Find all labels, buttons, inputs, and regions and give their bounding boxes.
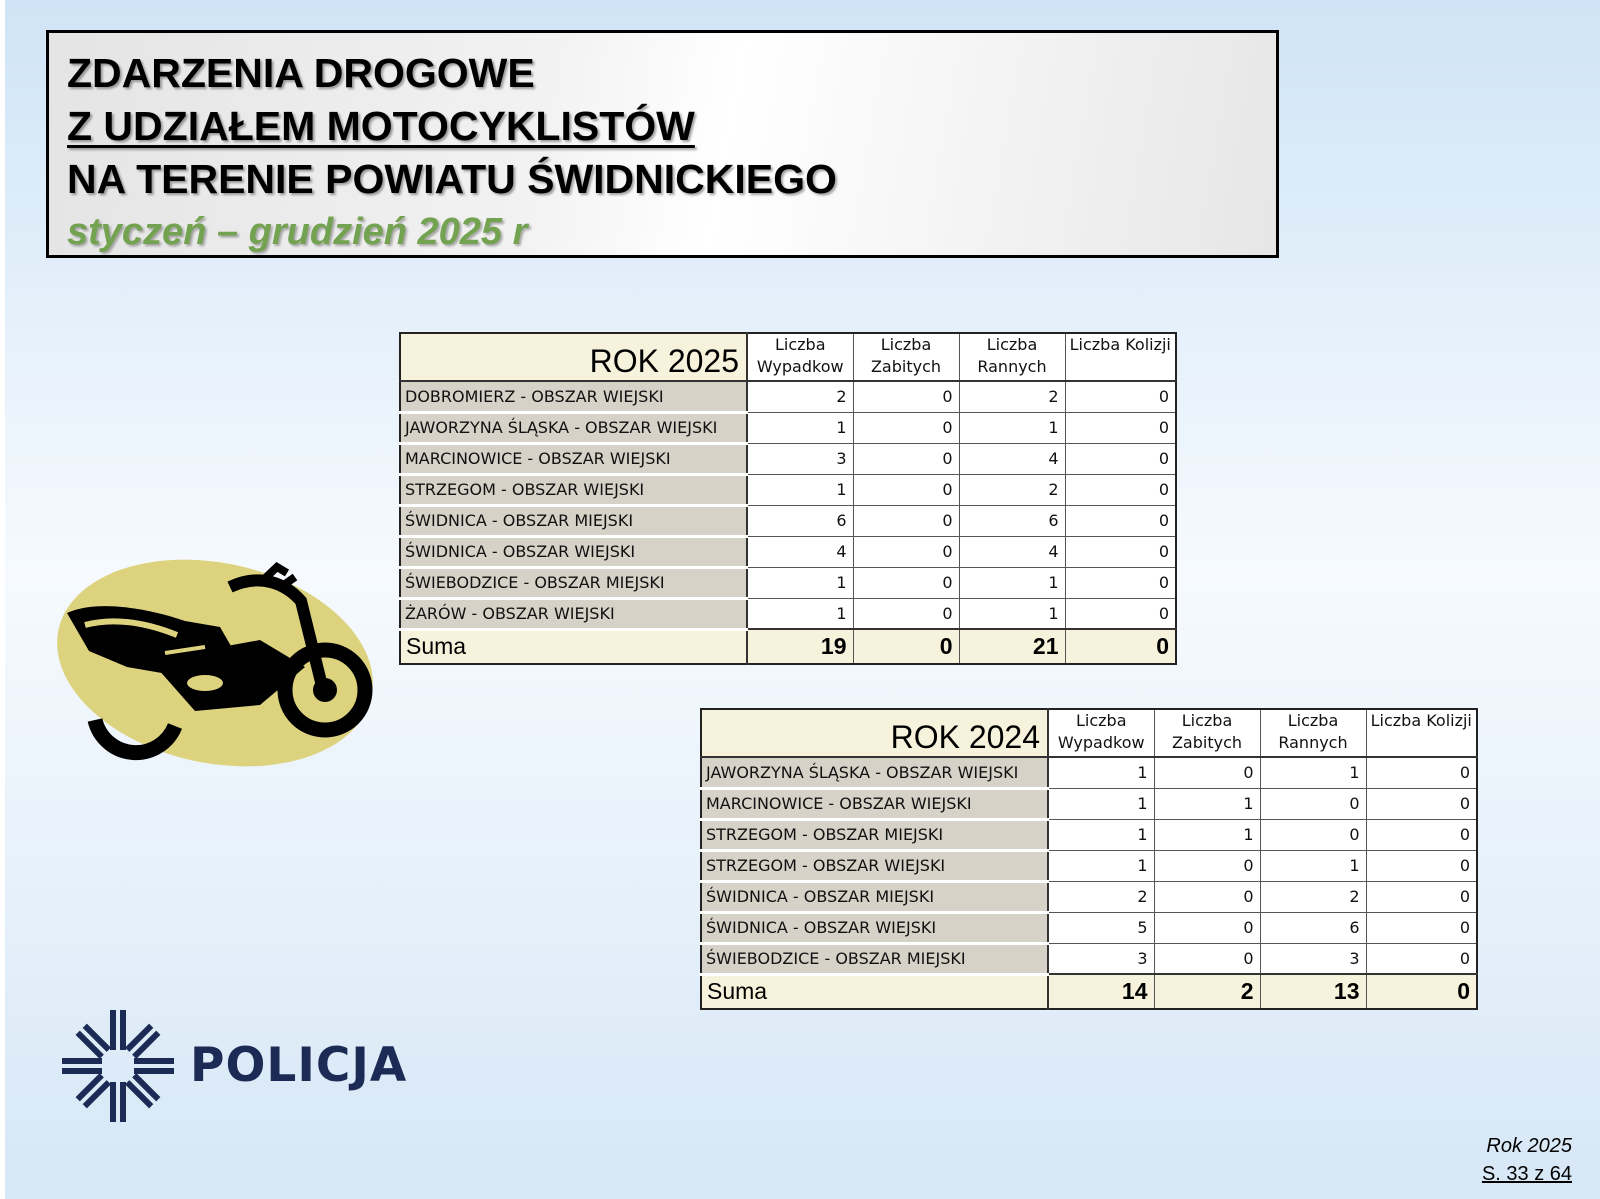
row-name: JAWORZYNA ŚLĄSKA - OBSZAR WIEJSKI — [400, 412, 747, 443]
table-row — [400, 474, 1176, 505]
table-row — [701, 912, 1477, 943]
cell-wypadkow: 1 — [1048, 788, 1154, 819]
title-line-2: Z UDZIAŁEM MOTOCYKLISTÓW — [67, 103, 695, 149]
title-line-3: NA TERENIE POWIATU ŚWIDNICKIEGO — [67, 156, 837, 202]
cell-rannych: 1 — [1260, 757, 1366, 788]
row-name: ŚWIDNICA - OBSZAR MIEJSKI — [400, 505, 747, 536]
cell-wypadkow: 1 — [747, 598, 853, 629]
sum-label: Suma — [701, 974, 1048, 1009]
row-name: MARCINOWICE - OBSZAR WIEJSKI — [701, 788, 1048, 819]
cell-kolizji: 0 — [1065, 536, 1176, 567]
cell-wypadkow: 6 — [747, 505, 853, 536]
sum-wypadkow: 14 — [1048, 974, 1154, 1009]
cell-rannych: 2 — [959, 474, 1065, 505]
row-name: MARCINOWICE - OBSZAR WIEJSKI — [400, 443, 747, 474]
row-name: ŚWIEBODZICE - OBSZAR MIEJSKI — [400, 567, 747, 598]
page-footer — [1482, 1132, 1572, 1188]
table-row — [701, 788, 1477, 819]
cell-wypadkow: 5 — [1048, 912, 1154, 943]
table-2024 — [700, 708, 1478, 1010]
cell-wypadkow: 1 — [747, 474, 853, 505]
cell-rannych: 6 — [1260, 912, 1366, 943]
cell-rannych: 0 — [1260, 788, 1366, 819]
cell-wypadkow: 4 — [747, 536, 853, 567]
table-row — [400, 505, 1176, 536]
column-header-kolizji: Liczba Kolizji — [1065, 333, 1176, 381]
sum-kolizji: 0 — [1366, 974, 1477, 1009]
cell-kolizji: 0 — [1065, 598, 1176, 629]
table-row — [701, 881, 1477, 912]
cell-zabitych: 0 — [853, 474, 959, 505]
sum-kolizji: 0 — [1065, 629, 1176, 664]
cell-kolizji: 0 — [1065, 412, 1176, 443]
cell-rannych: 1 — [959, 567, 1065, 598]
cell-zabitych: 0 — [853, 536, 959, 567]
column-header-zabitych: Liczba Zabitych — [853, 333, 959, 381]
title-box — [46, 30, 1279, 258]
cell-wypadkow: 3 — [747, 443, 853, 474]
table-row — [701, 757, 1477, 788]
cell-wypadkow: 1 — [1048, 757, 1154, 788]
column-header-wypadkow: Liczba Wypadkow — [747, 333, 853, 381]
table-row — [701, 943, 1477, 974]
row-name: JAWORZYNA ŚLĄSKA - OBSZAR WIEJSKI — [701, 757, 1048, 788]
cell-kolizji: 0 — [1366, 943, 1477, 974]
cell-zabitych: 0 — [853, 412, 959, 443]
row-name: DOBROMIERZ - OBSZAR WIEJSKI — [400, 381, 747, 412]
table-year-heading: ROK 2025 — [400, 333, 747, 381]
cell-zabitych: 0 — [853, 567, 959, 598]
cell-rannych: 1 — [959, 412, 1065, 443]
table-year-heading: ROK 2024 — [701, 709, 1048, 757]
police-star-icon — [62, 1010, 174, 1122]
cell-rannych: 2 — [1260, 881, 1366, 912]
cell-kolizji: 0 — [1366, 850, 1477, 881]
cell-wypadkow: 1 — [1048, 850, 1154, 881]
sum-rannych: 13 — [1260, 974, 1366, 1009]
sum-wypadkow: 19 — [747, 629, 853, 664]
cell-zabitych: 0 — [853, 598, 959, 629]
policja-logo — [62, 1010, 408, 1122]
row-name: STRZEGOM - OBSZAR WIEJSKI — [400, 474, 747, 505]
table-row — [701, 819, 1477, 850]
table-row — [400, 412, 1176, 443]
cell-wypadkow: 3 — [1048, 943, 1154, 974]
cell-zabitych: 0 — [853, 505, 959, 536]
table-row — [400, 567, 1176, 598]
row-name: STRZEGOM - OBSZAR WIEJSKI — [701, 850, 1048, 881]
table-row — [701, 850, 1477, 881]
cell-zabitych: 0 — [1154, 881, 1260, 912]
cell-kolizji: 0 — [1065, 474, 1176, 505]
cell-wypadkow: 1 — [747, 567, 853, 598]
cell-zabitych: 1 — [1154, 788, 1260, 819]
cell-zabitych: 0 — [1154, 943, 1260, 974]
cell-rannych: 6 — [959, 505, 1065, 536]
cell-kolizji: 0 — [1065, 443, 1176, 474]
cell-kolizji: 0 — [1366, 881, 1477, 912]
sum-rannych: 21 — [959, 629, 1065, 664]
cell-zabitych: 1 — [1154, 819, 1260, 850]
table-row — [400, 443, 1176, 474]
cell-kolizji: 0 — [1366, 757, 1477, 788]
footer-year: Rok 2025 — [1486, 1135, 1572, 1157]
row-name: ŚWIDNICA - OBSZAR WIEJSKI — [701, 912, 1048, 943]
cell-wypadkow: 2 — [1048, 881, 1154, 912]
sum-label: Suma — [400, 629, 747, 664]
cell-rannych: 1 — [959, 598, 1065, 629]
title-line-1: ZDARZENIA DROGOWE — [67, 50, 535, 96]
row-name: ŻARÓW - OBSZAR WIEJSKI — [400, 598, 747, 629]
cell-rannych: 2 — [959, 381, 1065, 412]
footer-page-number: S. 33 z 64 — [1481, 1163, 1572, 1185]
row-name: ŚWIDNICA - OBSZAR WIEJSKI — [400, 536, 747, 567]
cell-kolizji: 0 — [1065, 567, 1176, 598]
cell-zabitych: 0 — [853, 381, 959, 412]
cell-rannych: 4 — [959, 536, 1065, 567]
cell-wypadkow: 1 — [1048, 819, 1154, 850]
cell-kolizji: 0 — [1065, 505, 1176, 536]
slide-border — [0, 0, 5, 1199]
cell-wypadkow: 2 — [747, 381, 853, 412]
column-header-kolizji: Liczba Kolizji — [1366, 709, 1477, 757]
cell-kolizji: 0 — [1065, 381, 1176, 412]
cell-zabitych: 0 — [1154, 757, 1260, 788]
cell-rannych: 4 — [959, 443, 1065, 474]
motorcycle-icon — [55, 555, 385, 775]
column-header-rannych: Liczba Rannych — [959, 333, 1065, 381]
cell-kolizji: 0 — [1366, 819, 1477, 850]
sum-zabitych: 2 — [1154, 974, 1260, 1009]
column-header-zabitych: Liczba Zabitych — [1154, 709, 1260, 757]
cell-rannych: 3 — [1260, 943, 1366, 974]
row-name: ŚWIDNICA - OBSZAR MIEJSKI — [701, 881, 1048, 912]
table-row — [400, 536, 1176, 567]
policja-wordmark: POLICJA — [190, 1038, 408, 1093]
cell-rannych: 0 — [1260, 819, 1366, 850]
table-row — [400, 598, 1176, 629]
cell-zabitych: 0 — [1154, 850, 1260, 881]
cell-rannych: 1 — [1260, 850, 1366, 881]
column-header-rannych: Liczba Rannych — [1260, 709, 1366, 757]
sum-zabitych: 0 — [853, 629, 959, 664]
row-name: STRZEGOM - OBSZAR MIEJSKI — [701, 819, 1048, 850]
cell-zabitych: 0 — [853, 443, 959, 474]
cell-zabitych: 0 — [1154, 912, 1260, 943]
table-row — [400, 381, 1176, 412]
row-name: ŚWIEBODZICE - OBSZAR MIEJSKI — [701, 943, 1048, 974]
column-header-wypadkow: Liczba Wypadkow — [1048, 709, 1154, 757]
cell-kolizji: 0 — [1366, 912, 1477, 943]
period-subtitle: styczeń – grudzień 2025 r — [67, 211, 528, 253]
table-2025 — [399, 332, 1177, 665]
cell-wypadkow: 1 — [747, 412, 853, 443]
cell-kolizji: 0 — [1366, 788, 1477, 819]
